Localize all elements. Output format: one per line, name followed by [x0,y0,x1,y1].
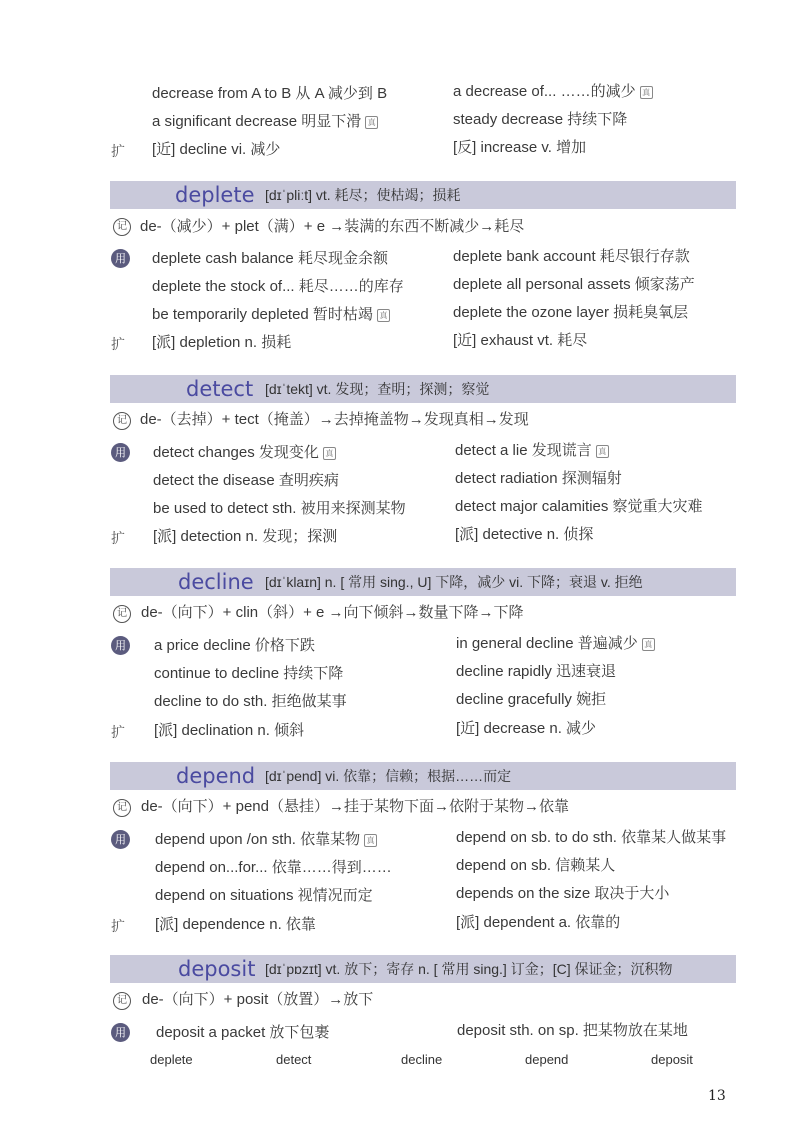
entry-header [110,762,736,790]
footer-word: deplete [150,1052,193,1067]
entry-header [110,568,736,596]
definition: [dɪˈklaɪn] n. [ 常用 sing., U] 下降，减少 vi. 下降；衰退 v. 拒绝 [265,574,643,590]
entry-header [110,181,736,209]
extension-right: [派] detective n. 侦探 [455,526,594,543]
page-number: 13 [708,1088,726,1104]
etymology: de-（向下）+ pend（悬挂）→挂于某物下面→依附于某物→依靠 [141,798,569,815]
usage-phrase: deplete cash balance 耗尽现金余额 [152,250,388,267]
extend-icon: 扩 [111,144,125,160]
etymology: de-（去掉）+ tect（掩盖）→去掉掩盖物→发现真相→发现 [140,411,529,428]
usage-phrase: decline gracefully 婉拒 [456,691,607,708]
true-mark-icon: 真 [364,834,377,847]
usage-icon: 用 [111,830,130,849]
definition: [dɪˈtekt] vt. 发现；查明；探测；察觉 [265,381,490,397]
usage-phrase: depend on situations 视情况而定 [155,887,373,904]
usage-phrase: depends on the size 取决于大小 [456,885,670,902]
extension-right: [派] dependent a. 依靠的 [456,914,621,931]
usage-phrase: in general decline 普遍减少 真 [456,634,655,654]
usage-icon: 用 [111,1023,130,1042]
usage-phrase: deplete the ozone layer 损耗臭氧层 [453,304,689,321]
definition: [dɪˈpliːt] vt. 耗尽；使枯竭；损耗 [265,187,461,203]
usage-phrase: a price decline 价格下跌 [154,637,315,654]
usage-phrase: depend on sb. 信赖某人 [456,857,616,874]
extension-left: [近] decline vi. 减少 [152,141,281,158]
usage-phrase: detect a lie 发现谎言 真 [455,441,609,461]
footer-word: detect [276,1052,312,1067]
usage-phrase: detect major calamities 察觉重大灾难 [455,498,703,515]
etymology: de-（向下）+ clin（斜）+ e →向下倾斜→数量下降→下降 [141,604,524,621]
extension-left: [派] declination n. 倾斜 [154,722,305,739]
extend-icon: 扩 [111,337,125,353]
headword: deplete [175,183,255,207]
extend-icon: 扩 [111,531,125,547]
usage-icon: 用 [111,636,130,655]
extension-right: [近] exhaust vt. 耗尽 [453,332,588,349]
phrase-left: a significant decrease 明显下滑 真 [152,112,378,132]
headword: deposit [178,957,256,981]
footer-word: decline [401,1052,443,1067]
phrase-right: a decrease of... ……的减少 真 [453,82,653,102]
extension-left: [派] dependence n. 依靠 [155,916,316,933]
phrase-left: decrease from A to B 从 A 减少到 B [152,85,388,102]
extension-left: [派] detection n. 发现；探测 [153,528,338,545]
etymology: de-（向下）+ posit（放置）→放下 [142,991,374,1008]
usage-phrase: detect changes 发现变化 真 [153,443,336,463]
usage-phrase: detect the disease 查明疾病 [153,472,339,489]
usage-phrase: deposit a packet 放下包裹 [156,1024,330,1041]
usage-phrase: deplete the stock of... 耗尽……的库存 [152,278,404,295]
usage-icon: 用 [111,443,130,462]
true-mark-icon: 真 [640,86,653,99]
footer-word: depend [525,1052,569,1067]
true-mark-icon: 真 [365,116,378,129]
memory-icon: 记 [113,605,131,623]
usage-phrase: depend on sb. to do sth. 依靠某人做某事 [456,829,727,846]
usage-phrase: depend on...for... 依靠……得到…… [155,859,392,876]
headword: depend [176,764,256,788]
usage-icon: 用 [111,249,130,268]
usage-phrase: be used to detect sth. 被用来探测某物 [153,500,406,517]
headword: decline [178,570,254,594]
memory-icon: 记 [113,799,131,817]
true-mark-icon: 真 [642,638,655,651]
usage-phrase: deposit sth. on sp. 把某物放在某地 [457,1022,688,1039]
entry-header [110,375,736,403]
true-mark-icon: 真 [596,445,609,458]
definition: [dɪˈpend] vi. 依靠；信赖；根据……而定 [265,768,512,784]
usage-phrase: decline rapidly 迅速衰退 [456,663,617,680]
usage-phrase: depend upon /on sth. 依靠某物 真 [155,830,377,850]
extend-icon: 扩 [111,725,125,741]
true-mark-icon: 真 [323,447,336,460]
definition: [dɪˈpɒzɪt] vt. 放下；寄存 n. [ 常用 sing.] 订金；[C] 保证金；沉积物 [265,961,673,977]
etymology: de-（减少）+ plet（满）+ e →装满的东西不断减少→耗尽 [140,218,525,235]
memory-icon: 记 [113,412,131,430]
usage-phrase: decline to do sth. 拒绝做某事 [154,693,347,710]
usage-phrase: be temporarily depleted 暂时枯竭 真 [152,305,390,325]
extension-right: [近] decrease n. 减少 [456,720,597,737]
memory-icon: 记 [113,992,131,1010]
phrase-right: steady decrease 持续下降 [453,111,628,128]
usage-phrase: deplete bank account 耗尽银行存款 [453,248,690,265]
headword: detect [186,377,254,401]
usage-phrase: detect radiation 探测辐射 [455,470,622,487]
extend-icon: 扩 [111,919,125,935]
usage-phrase: deplete all personal assets 倾家荡产 [453,276,695,293]
usage-phrase: continue to decline 持续下降 [154,665,344,682]
footer-word: deposit [651,1052,693,1067]
extension-left: [派] depletion n. 损耗 [152,334,292,351]
entry-header [110,955,736,983]
memory-icon: 记 [113,218,131,236]
extension-right: [反] increase v. 增加 [453,139,587,156]
true-mark-icon: 真 [377,309,390,322]
